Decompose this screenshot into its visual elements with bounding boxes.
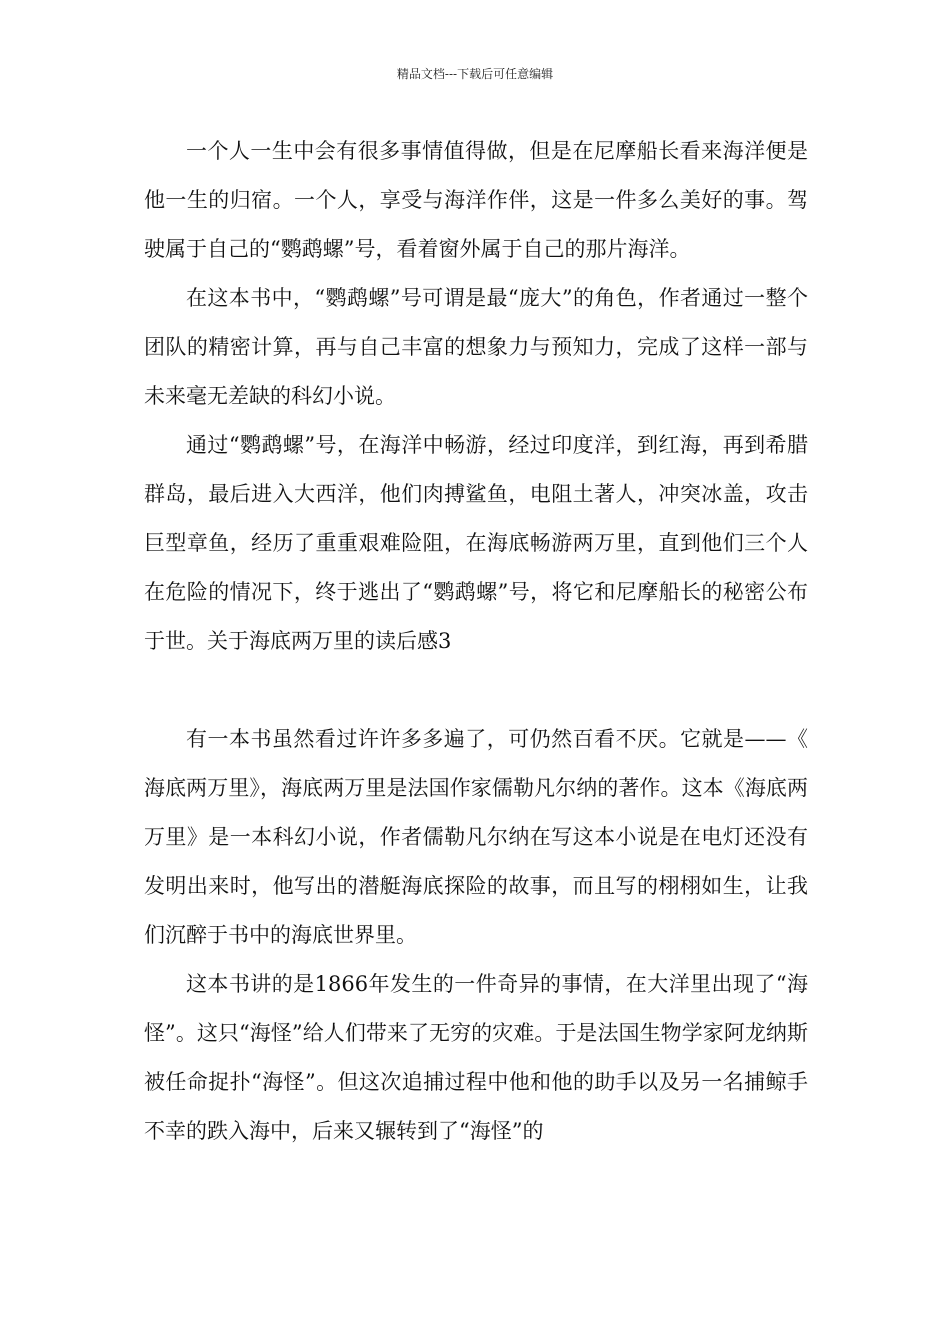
paragraph-4: 有一本书虽然看过许许多多遍了，可仍然百看不厌。它就是——《海底两万里》，海底两万里是法国作家儒勒凡尔纳的著作。这本《海底两万里》是一本科幻小说，作者儒勒凡尔纳在写这本小说是在电灯还没有发明出来时，他写出的潜艇海底探险的故事，而且写的栩栩如生，让我们沉醉于书中的海底世界里。: [144, 727, 808, 947]
body-text: [144, 127, 808, 1156]
paragraph-1: 一个人一生中会有很多事情值得做，但是在尼摩船长看来海洋便是他一生的归宿。一个人，享受与海洋作伴，这是一件多么美好的事。驾驶属于自己的“鹦鹉螺”号，看着窗外属于自己的那片海洋。: [144, 139, 808, 261]
paragraph-5: 这本书讲的是1866年发生的一件奇异的事情，在大洋里出现了“海怪”。这只“海怪”给人们带来了无穷的灾难。于是法国生物学家阿龙纳斯被任命捉扑“海怪”。但这次追捕过程中他和他的助手以及另一名捕鲸手不幸的跌入海中，后来又辗转到了“海怪”的: [144, 972, 808, 1143]
paragraph-2: 在这本书中，“鹦鹉螺”号可谓是最“庞大”的角色，作者通过一整个团队的精密计算，再与自己丰富的想象力与预知力，完成了这样一部与未来毫无差缺的科幻小说。: [144, 286, 808, 408]
page-header: 精品文档---下载后可任意编辑: [396, 67, 554, 81]
paragraph-3: 通过“鹦鹉螺”号，在海洋中畅游，经过印度洋，到红海，再到希腊群岛，最后进入大西洋，他们肉搏鲨鱼，电阻土著人，冲突冰盖，攻击巨型章鱼，经历了重重艰难险阻，在海底畅游两万里，直到他们三个人在危险的情况下，终于逃出了“鹦鹉螺”号，将它和尼摩船长的秘密公布于世。关于海底两万里的读后感3: [144, 433, 808, 653]
section-gap: [144, 666, 808, 715]
